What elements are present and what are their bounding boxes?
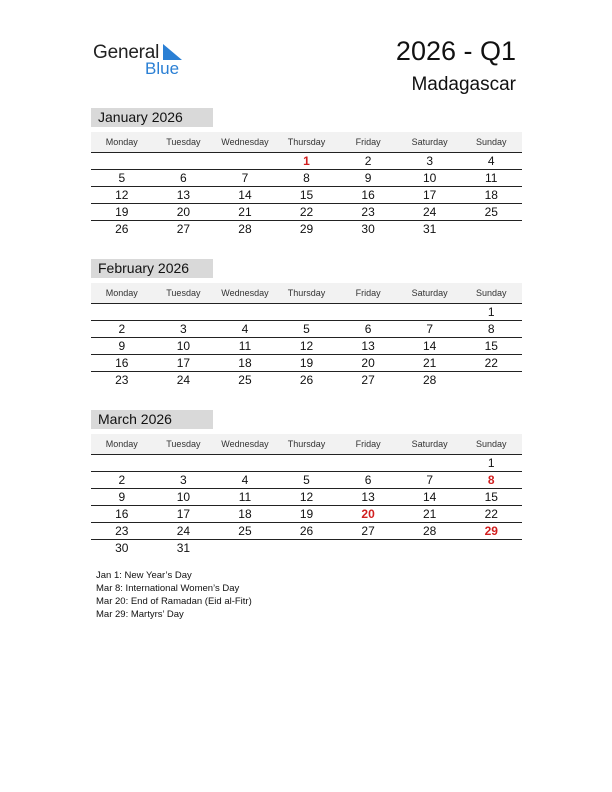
day-cell: 22 [484, 356, 498, 370]
week-row [91, 506, 522, 523]
day-cell: 27 [176, 222, 191, 236]
quarter-title: 2026 - Q1 [395, 36, 516, 66]
day-cell: 27 [361, 373, 375, 387]
day-cell: 25 [238, 524, 252, 538]
weekday-label: Tuesday [166, 137, 201, 147]
week-row [91, 153, 522, 170]
day-cell: 13 [361, 490, 375, 504]
weekday-label: Monday [105, 439, 138, 449]
day-cell: 25 [484, 205, 498, 219]
weekday-label: Friday [355, 137, 381, 147]
holiday-note: Mar 29: Martyrs’ Day [96, 609, 184, 620]
week-row [91, 304, 522, 321]
day-cell: 18 [238, 356, 252, 370]
weekday-label: Tuesday [166, 439, 201, 449]
day-cell: 24 [423, 205, 437, 219]
day-cell [276, 455, 338, 471]
country-name: Madagascar [411, 74, 516, 95]
day-cell: 14 [423, 490, 437, 504]
holiday-day-cell: 1 [303, 154, 310, 168]
month-january [91, 108, 522, 237]
day-cell [153, 455, 215, 471]
weekday-label: Thursday [287, 439, 326, 449]
day-cell: 6 [180, 171, 187, 185]
day-cell: 3 [180, 322, 187, 336]
day-cell: 17 [176, 507, 191, 521]
day-cell: 6 [364, 473, 372, 487]
day-cell [337, 540, 399, 556]
weekday-label: Saturday [411, 137, 448, 147]
day-cell: 23 [115, 524, 129, 538]
day-cell: 8 [487, 322, 495, 336]
day-cell: 18 [484, 188, 498, 202]
week-row [91, 523, 522, 540]
holiday-note: Mar 8: International Women’s Day [96, 583, 240, 594]
day-cell [214, 540, 276, 556]
day-cell: 20 [176, 205, 191, 219]
day-cell: 12 [115, 188, 129, 202]
day-cell: 30 [361, 222, 375, 236]
weekday-label: Saturday [411, 439, 448, 449]
weekday-label: Thursday [287, 288, 326, 298]
day-cell [460, 540, 522, 556]
weekday-header-row [91, 434, 522, 455]
day-cell: 16 [115, 507, 129, 521]
day-cell [153, 304, 215, 320]
day-cell: 6 [364, 322, 372, 336]
day-cell: 24 [176, 373, 191, 387]
holiday-note: Mar 20: End of Ramadan (Eid al-Fitr) [96, 596, 252, 607]
day-cell: 5 [303, 473, 310, 487]
holiday-note: Jan 1: New Year’s Day [96, 570, 192, 581]
day-cell [399, 540, 461, 556]
day-cell [399, 304, 461, 320]
week-row [91, 489, 522, 506]
day-cell: 1 [487, 456, 495, 470]
weekday-header-row [91, 132, 522, 153]
day-cell: 9 [118, 339, 126, 353]
day-cell: 3 [426, 154, 434, 168]
week-row [91, 170, 522, 187]
day-cell: 18 [238, 507, 252, 521]
weekday-label: Monday [105, 288, 138, 298]
day-cell [153, 153, 215, 169]
day-cell: 12 [299, 490, 314, 504]
weekday-label: Tuesday [166, 288, 201, 298]
day-cell: 29 [299, 222, 314, 236]
day-cell [276, 304, 338, 320]
day-cell: 27 [361, 524, 375, 538]
logo-general-text: General [93, 42, 160, 63]
day-cell: 8 [303, 171, 310, 185]
day-cell: 15 [299, 188, 314, 202]
weekday-label: Wednesday [221, 288, 269, 298]
week-row [91, 472, 522, 489]
day-cell: 2 [118, 473, 126, 487]
weekday-label: Saturday [411, 288, 448, 298]
day-cell: 19 [299, 507, 314, 521]
day-cell: 17 [176, 356, 191, 370]
day-cell: 1 [487, 305, 495, 319]
week-row [91, 221, 522, 237]
day-cell: 5 [303, 322, 310, 336]
weekday-label: Wednesday [221, 137, 269, 147]
day-cell [460, 372, 522, 388]
day-cell: 9 [118, 490, 126, 504]
day-cell: 4 [487, 154, 495, 168]
day-cell [214, 455, 276, 471]
weekday-label: Sunday [475, 439, 507, 449]
holiday-day-cell: 8 [487, 473, 495, 487]
weekday-header-row [91, 283, 522, 304]
day-cell: 16 [361, 188, 375, 202]
day-cell [460, 221, 522, 237]
day-cell [91, 304, 153, 320]
month-name: February 2026 [91, 259, 213, 278]
day-cell: 13 [176, 188, 191, 202]
day-cell [214, 153, 276, 169]
day-cell: 13 [361, 339, 375, 353]
week-row [91, 338, 522, 355]
logo-blue-text: Blue [145, 59, 180, 78]
day-cell: 28 [423, 373, 437, 387]
week-row [91, 455, 522, 472]
month-name: March 2026 [91, 410, 213, 429]
week-row [91, 355, 522, 372]
day-cell: 26 [299, 373, 314, 387]
day-cell [214, 304, 276, 320]
day-cell [337, 304, 399, 320]
day-cell: 12 [299, 339, 314, 353]
logo-triangle-icon [163, 44, 182, 60]
week-row [91, 187, 522, 204]
day-cell: 24 [176, 524, 191, 538]
month-february [91, 259, 522, 388]
week-row [91, 540, 522, 556]
weekday-label: Friday [355, 439, 381, 449]
day-cell: 22 [299, 205, 314, 219]
day-cell: 10 [176, 339, 191, 353]
day-cell: 21 [423, 507, 437, 521]
general-blue-logo [93, 40, 203, 80]
day-cell: 21 [423, 356, 437, 370]
day-cell: 7 [426, 322, 434, 336]
day-cell: 2 [364, 154, 372, 168]
day-cell: 7 [241, 171, 249, 185]
month-march [91, 410, 522, 556]
weekday-label: Friday [355, 288, 381, 298]
day-cell: 9 [364, 171, 372, 185]
day-cell: 17 [423, 188, 437, 202]
day-cell: 15 [484, 490, 498, 504]
day-cell: 2 [118, 322, 126, 336]
day-cell: 11 [238, 490, 252, 504]
day-cell: 5 [118, 171, 126, 185]
day-cell: 16 [115, 356, 129, 370]
weekday-label: Sunday [475, 288, 507, 298]
month-name: January 2026 [91, 108, 213, 127]
week-row [91, 321, 522, 338]
day-cell: 19 [299, 356, 314, 370]
day-cell: 23 [361, 205, 375, 219]
day-cell: 23 [115, 373, 129, 387]
day-cell: 10 [423, 171, 437, 185]
day-cell: 10 [176, 490, 191, 504]
holiday-day-cell: 20 [361, 507, 375, 521]
weekday-label: Wednesday [221, 439, 269, 449]
day-cell: 4 [241, 322, 249, 336]
day-cell: 28 [238, 222, 252, 236]
day-cell: 7 [426, 473, 434, 487]
weekday-label: Sunday [475, 137, 507, 147]
day-cell: 28 [423, 524, 437, 538]
day-cell: 4 [241, 473, 249, 487]
day-cell [337, 455, 399, 471]
day-cell: 11 [238, 339, 252, 353]
day-cell: 3 [180, 473, 187, 487]
day-cell [276, 540, 338, 556]
day-cell: 19 [115, 205, 129, 219]
day-cell [91, 455, 153, 471]
day-cell: 14 [238, 188, 252, 202]
holiday-notes [96, 569, 252, 621]
day-cell [91, 153, 153, 169]
weekday-label: Thursday [287, 137, 326, 147]
day-cell: 15 [484, 339, 498, 353]
day-cell: 21 [238, 205, 252, 219]
day-cell: 30 [115, 541, 129, 555]
day-cell: 22 [484, 507, 498, 521]
week-row [91, 372, 522, 388]
week-row [91, 204, 522, 221]
day-cell: 25 [238, 373, 252, 387]
day-cell: 26 [299, 524, 314, 538]
day-cell: 31 [176, 541, 191, 555]
holiday-day-cell: 29 [484, 524, 498, 538]
day-cell: 11 [485, 171, 498, 185]
day-cell [399, 455, 461, 471]
day-cell: 31 [423, 222, 437, 236]
day-cell: 26 [115, 222, 129, 236]
day-cell: 20 [361, 356, 375, 370]
day-cell: 14 [423, 339, 437, 353]
weekday-label: Monday [105, 137, 138, 147]
